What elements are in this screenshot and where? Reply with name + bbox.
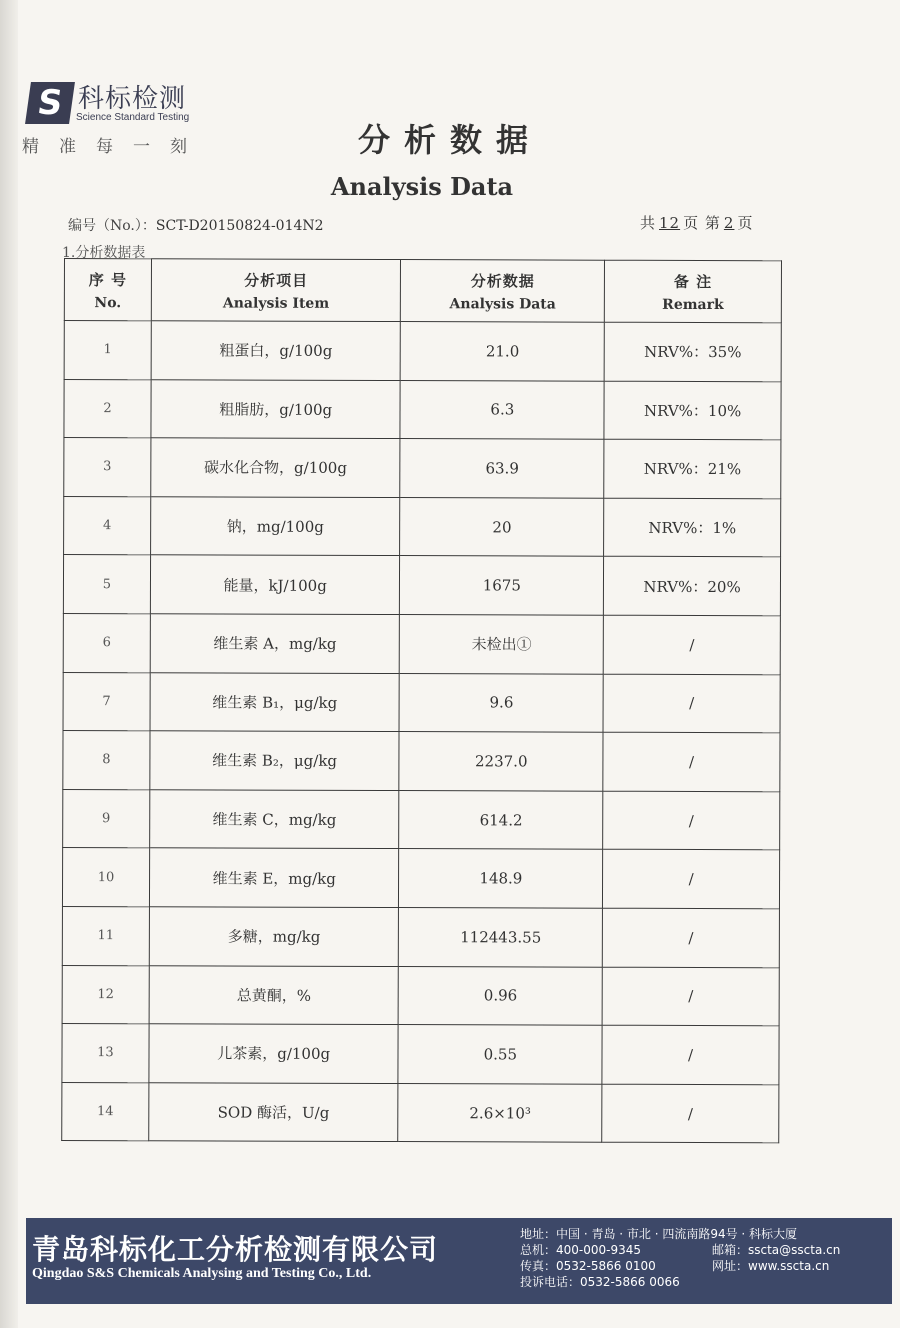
document-number: [68, 215, 324, 235]
footer-complaint: 投诉电话：0532-5866 0066: [520, 1275, 680, 1289]
logo-name: 科标检测: [78, 84, 187, 114]
cell-value: 112443.55: [399, 907, 603, 966]
footer-website: 网址：www.sscta.cn: [712, 1259, 830, 1273]
logo-motto: 精准每一刻: [22, 137, 207, 157]
cell-remark: NRV%：10%: [604, 381, 781, 440]
footer-fax: 传真：0532-5866 0100: [520, 1259, 656, 1273]
footer-address: 地址：中国 · 青岛 · 市北 · 四流南路94号 · 科标大厦: [520, 1227, 798, 1241]
document-number-label: 编号（No.）：: [68, 218, 156, 234]
table-row: [62, 906, 779, 967]
cell-item: 维生素 B₁，μg/kg: [150, 672, 400, 731]
header-item-zh: 分析项目: [244, 271, 309, 290]
cell-no: 1: [64, 321, 151, 380]
header-item-en: Analysis Item: [222, 294, 330, 312]
footer-company-name-zh: 青岛科标化工分析检测有限公司: [32, 1233, 439, 1266]
header-remark-en: Remark: [662, 296, 724, 313]
cell-no: 4: [64, 496, 151, 555]
cell-no: 6: [63, 613, 150, 672]
cell-no: 9: [63, 789, 150, 848]
cell-value: 1675: [400, 556, 604, 615]
cell-value: 0.55: [398, 1025, 602, 1084]
cell-value: 148.9: [399, 849, 603, 908]
page-current: 2: [723, 214, 735, 232]
cell-item: 钠，mg/100g: [150, 497, 400, 556]
cell-remark: /: [603, 674, 780, 733]
cell-remark: /: [603, 732, 780, 791]
analysis-table: [61, 258, 782, 1144]
table-row: [63, 731, 780, 792]
cell-no: 14: [62, 1082, 149, 1141]
cell-remark: /: [603, 791, 780, 850]
table-row: [62, 965, 779, 1026]
logo-mark-icon: S: [25, 82, 75, 124]
cell-item: 粗蛋白，g/100g: [151, 321, 401, 380]
cell-no: 12: [62, 965, 149, 1024]
footer-company-name-en: Qingdao S&S Chemicals Analysing and Testing Co., Ltd.: [32, 1266, 372, 1281]
cell-remark: /: [603, 615, 780, 674]
cell-item: 粗脂肪，g/100g: [151, 379, 401, 438]
footer-phone: 总机：400-000-9345: [520, 1243, 642, 1257]
cell-item: 总黄酮，%: [149, 965, 399, 1024]
document-number-value: SCT-D20150824-014N2: [155, 218, 324, 234]
table-row: [64, 438, 781, 499]
header-item: [151, 259, 401, 322]
cell-item: SOD 酶活，U/g: [149, 1082, 399, 1141]
cell-item: 能量，kJ/100g: [150, 555, 400, 614]
table-row: [62, 1024, 779, 1085]
header-value-en: Analysis Data: [449, 295, 556, 313]
cell-value: 未检出①: [400, 615, 604, 674]
header-remark-zh: 备 注: [673, 272, 713, 291]
table-row: [64, 496, 781, 557]
cell-no: 13: [62, 1024, 149, 1083]
header-value: [401, 260, 605, 323]
cell-remark: /: [603, 850, 780, 909]
table-header-row: [64, 259, 781, 323]
cell-item: 维生素 B₂，μg/kg: [150, 731, 400, 790]
cell-remark: NRV%：20%: [604, 557, 781, 616]
cell-no: 11: [62, 906, 149, 965]
cell-remark: /: [602, 967, 779, 1026]
page-mid: 页 第: [683, 214, 721, 232]
cell-no: 5: [63, 555, 150, 614]
cell-remark: NRV%：21%: [604, 439, 781, 498]
cell-item: 多糖，mg/kg: [149, 907, 399, 966]
page-prefix: 共: [640, 214, 657, 232]
cell-value: 2237.0: [399, 732, 603, 791]
header-remark: [605, 260, 782, 323]
cell-value: 6.3: [400, 380, 604, 439]
cell-item: 碳水化合物，g/100g: [151, 438, 401, 497]
cell-remark: /: [602, 1084, 779, 1143]
table-row: [63, 613, 780, 674]
cell-value: 614.2: [399, 790, 603, 849]
cell-remark: NRV%：35%: [604, 322, 781, 381]
header-no: [64, 259, 151, 321]
cell-remark: /: [602, 1025, 779, 1084]
header-no-zh: 序 号: [88, 270, 128, 289]
cell-no: 8: [63, 731, 150, 790]
table-row: [63, 555, 780, 616]
cell-remark: NRV%：1%: [604, 498, 781, 557]
page-title-en: Analysis Data: [330, 172, 514, 201]
cell-value: 0.96: [399, 966, 603, 1025]
table-row: [62, 848, 779, 909]
cell-value: 63.9: [400, 439, 604, 498]
cell-value: 2.6×10³: [398, 1083, 602, 1142]
footer-contact-info: [520, 1226, 841, 1290]
cell-value: 21.0: [401, 322, 605, 381]
cell-value: 9.6: [399, 673, 603, 732]
cell-item: 儿茶素，g/100g: [149, 1024, 399, 1083]
table-row: [62, 1082, 779, 1143]
cell-remark: /: [602, 908, 779, 967]
table-row: [63, 672, 780, 733]
page-total: 12: [659, 214, 681, 232]
cell-item: 维生素 E，mg/kg: [149, 848, 399, 907]
table-row: [64, 321, 781, 382]
cell-item: 维生素 C，mg/kg: [150, 790, 400, 849]
table-row: [64, 379, 781, 440]
cell-no: 2: [64, 379, 151, 438]
footer-email: 邮箱：sscta@sscta.cn: [712, 1243, 841, 1257]
header-no-en: No.: [94, 294, 122, 311]
page-suffix: 页: [737, 214, 754, 232]
cell-item: 维生素 A，mg/kg: [150, 614, 400, 673]
company-footer: [26, 1218, 892, 1304]
cell-no: 3: [64, 438, 151, 497]
cell-value: 20: [400, 497, 604, 556]
header-value-zh: 分析数据: [470, 271, 535, 290]
cell-no: 7: [63, 672, 150, 731]
page-counter: [640, 212, 753, 233]
section-label: 1.分析数据表: [62, 245, 146, 261]
table-row: [63, 789, 780, 850]
cell-no: 10: [62, 848, 149, 907]
page-title-zh: 分析数据: [357, 121, 542, 159]
logo-name-en: Science Standard Testing: [76, 112, 190, 123]
